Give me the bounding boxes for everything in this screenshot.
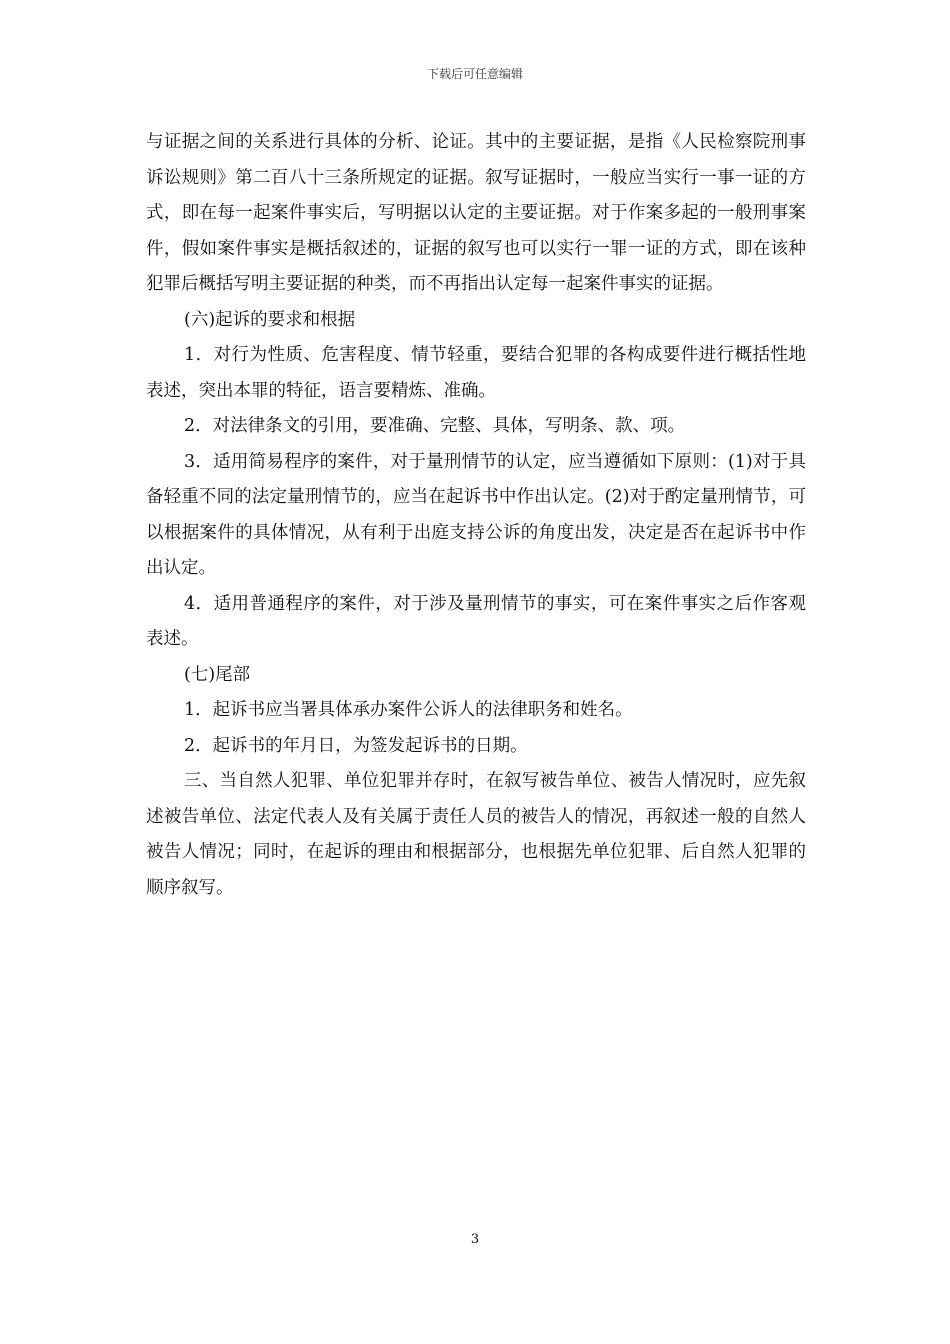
paragraph-evidence-continuation: 与证据之间的关系进行具体的分析、论证。其中的主要证据，是指《人民检察院刑事诉讼规则》第二百八十三条所规定的证据。叙写证据时，一般应当实行一事一证的方式，即在每一起案件事实后，写明据以认定的主要证据。对于作案多起的一般刑事案件，假如案件事实是概括叙述的，证据的叙写也可以实行一罪一证的方式，即在该种犯罪后概括写明主要证据的种类，而不再指出认定每一起案件事实的证据。 xyxy=(146,132,806,294)
paragraph-ending-item-2: 2．起诉书的年月日，为签发起诉书的日期。 xyxy=(184,735,528,756)
page-number: 3 xyxy=(470,1232,480,1247)
paragraph-item-4: 4．适用普通程序的案件，对于涉及量刑情节的事实，可在案件事实之后作客观表述。 xyxy=(146,593,806,649)
paragraph-item-3: 3．适用简易程序的案件，对于量刑情节的认定，应当遵循如下原则：(1)对于具备轻重不同的法定量刑情节的，应当在起诉书中作出认定。(2)对于酌定量刑情节，可以根据案件的具体情况，从有利于出庭支持公诉的角度出发，决定是否在起诉书中作出认定。 xyxy=(146,451,806,578)
section-heading-prosecution-grounds: (六)起诉的要求和根据 xyxy=(184,309,356,330)
paragraph-section-three: 三、当自然人犯罪、单位犯罪并存时，在叙写被告单位、被告人情况时，应先叙述被告单位、法定代表人及有关属于责任人员的被告人的情况，再叙述一般的自然人被告人情况；同时，在起诉的理由和根据部分，也根据先单位犯罪、后自然人犯罪的顺序叙写。 xyxy=(146,771,806,898)
paragraph-ending-item-1: 1．起诉书应当署具体承办案件公诉人的法律职务和姓名。 xyxy=(184,700,633,720)
page-header: 下载后可任意编辑 xyxy=(426,67,523,81)
document-body xyxy=(146,125,806,906)
section-heading-ending: (七)尾部 xyxy=(184,664,251,685)
paragraph-item-2: 2．对法律条文的引用，要准确、完整、具体，写明条、款、项。 xyxy=(184,416,686,436)
paragraph-item-1: 1．对行为性质、危害程度、情节轻重，要结合犯罪的各构成要件进行概括性地表述，突出本罪的特征，语言要精炼、准确。 xyxy=(146,345,806,401)
